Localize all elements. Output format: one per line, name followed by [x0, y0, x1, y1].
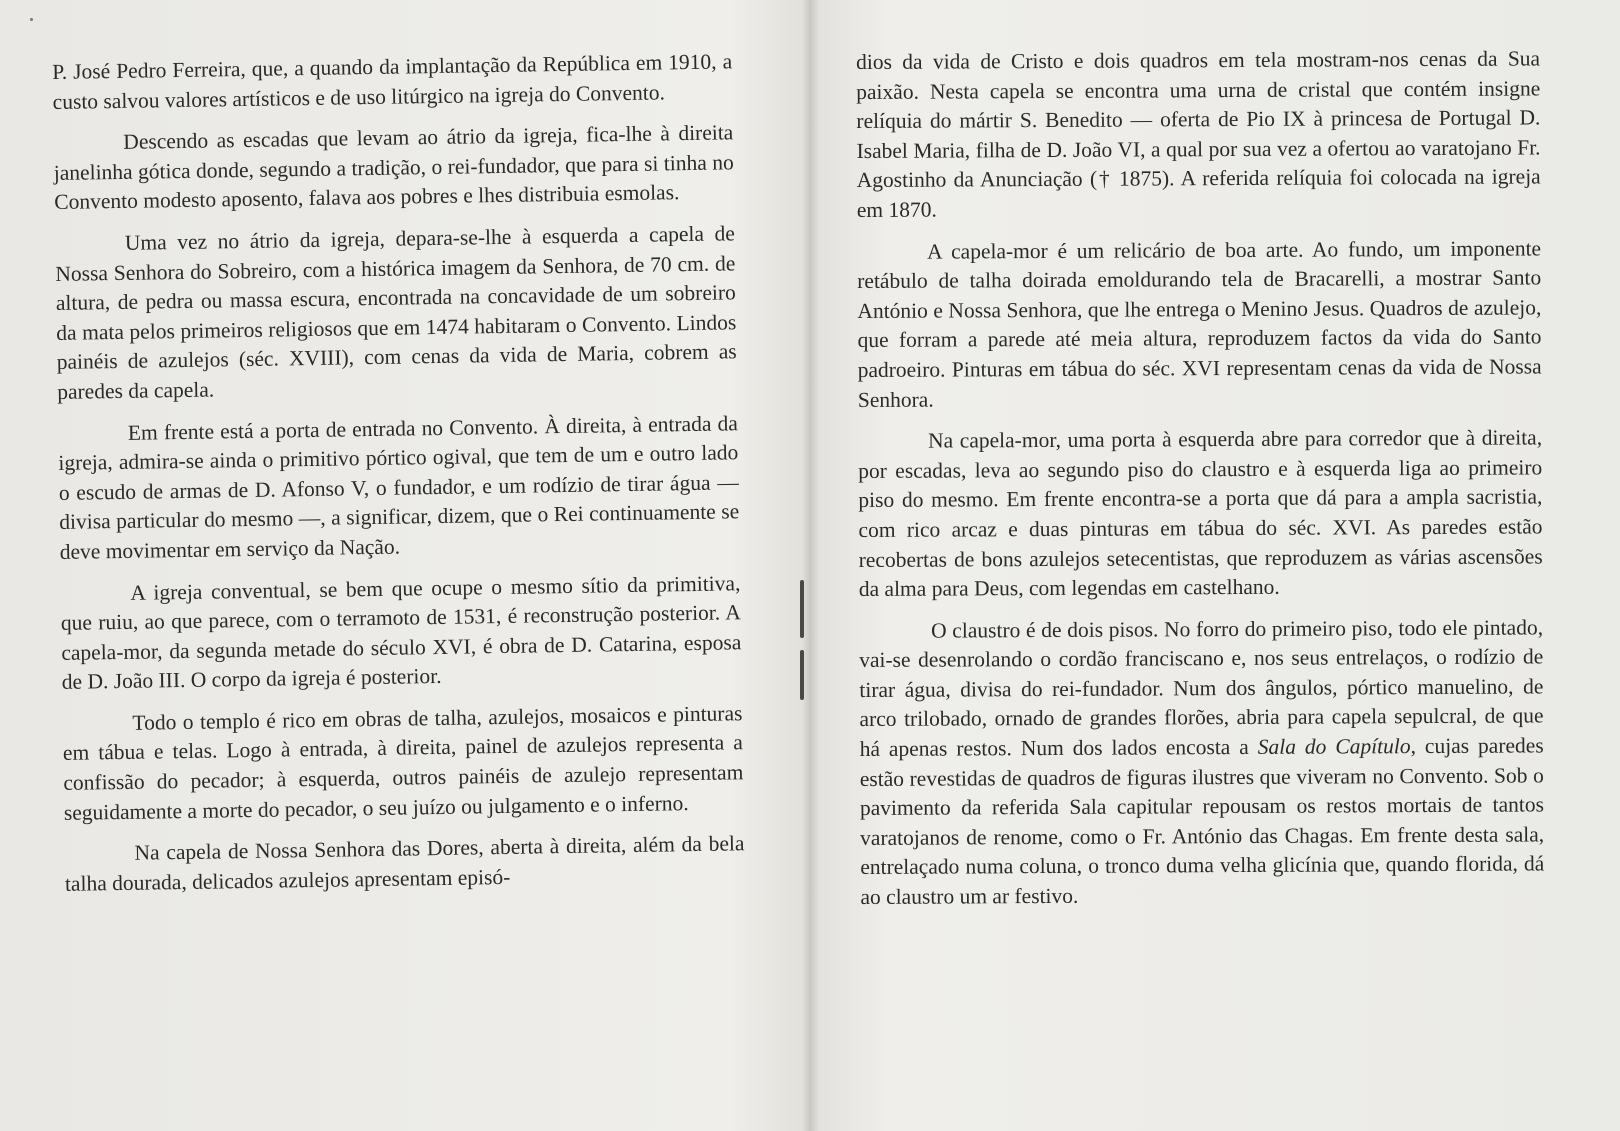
paragraph — [859, 613, 1545, 913]
right-page-text — [856, 44, 1545, 924]
paragraph: A igreja conventual, se bem que ocupe o mesmo sítio da primitiva, que ruiu, ao que parece, com o terramoto de 1531, é reconstrução posterior. A capela-mor, da segunda metade do século XVI, é obra de D. Catarina, esposa de D. João III. O corpo da igreja é posterior. — [60, 570, 742, 695]
paragraph-text: , cujas paredes estão revestidas de quadros de figuras ilustres que viveram no Convento. Sob o pavimento da referida Sala capitular repousam os restos mortais de tantos varatojanos de renome, como o Fr. António das Chagas. Em frente desta sala, entrelaçado numa coluna, o tronco duma velha glicínia que, quando florida, dá ao claustro um ar festivo. — [859, 733, 1545, 910]
paragraph: Na capela de Nossa Senhora das Dores, aberta à direita, além da bela talha dourada, delicados azulejos apresentam episó- — [64, 831, 745, 896]
paper-speck — [30, 18, 33, 21]
left-page — [0, 0, 806, 1131]
paragraph: A capela-mor é um relicário de boa arte. Ao fundo, um imponente retábulo de talha doirada emoldurando tela de Bracarelli, a mostrar Santo António e Nossa Senhora, que lhe entrega o Menino Jesus. Quadros de azulejo, que forram a parede até meia altura, reproduzem factos da vida do Santo padroeiro. Pinturas em tábua do séc. XVI representam cenas da vida de Nossa Senhora. — [857, 235, 1542, 412]
paragraph: Uma vez no átrio da igreja, depara-se-lhe à esquerda a capela de Nossa Senhora do Sobreiro, com a histórica imagem da Senhora, de 70 cm. de altura, de pedra ou massa escura, encontrada na concavidade de um sobreiro da mata pelos primeiros religiosos que em 1474 habitaram o Convento. Lindos painéis de azulejos (séc. XVIII), com cenas da vida de Maria, cobrem as paredes da capela. — [55, 221, 737, 404]
left-page-text — [52, 47, 745, 911]
paragraph-text: O claustro é de dois pisos. No forro do primeiro piso, todo ele pintado, vai-se desenrolando o cordão franciscano e, nos seus entrelaços, o rodízio de tirar água, divisa do rei-fundador. Num dos ângulos, pórtico manuelino, de arco trilobado, ornado de grandes florões, abria para capela sepulcral, de que há apenas restos. Num dos lados encosta a — [859, 615, 1544, 762]
paragraph: dios da vida de Cristo e dois quadros em tela mostram-nos cenas da Sua paixão. Nesta capela se encontra uma urna de cristal que contém insigne relíquia do mártir S. Benedito — oferta de Pio IX à princesa de Portugal D. Isabel Maria, filha de D. João VI, a qual por sua vez a ofertou ao varatojano Fr. Agostinho da Anunciação († 1875). A referida relíquia foi colocada na igreja em 1870. — [856, 46, 1541, 222]
paragraph: Em frente está a porta de entrada no Convento. À direita, à entrada da igreja, admira-se ainda o primitivo pórtico ogival, que tem de um e outro lado o escudo de armas de D. Afonso V, o fundador, e um rodízio de tirar água — divisa particular do mesmo —, a significar, dizem, que o Rei continuamente se deve movimentar em serviço da Nação. — [58, 410, 740, 564]
paragraph: Todo o templo é rico em obras de talha, azulejos, mosaicos e pinturas em tábua e telas. Logo à entrada, à direita, painel de azulejos representa a confissão do pecador; à esquerda, outros painéis de azulejo representam seguidamente a morte do pecador, o seu juízo ou julgamento e o inferno. — [62, 701, 744, 825]
italic-term: Sala do Capítulo — [1257, 734, 1411, 759]
binding-thread-mark — [800, 650, 804, 700]
paragraph: Na capela-mor, uma porta à esquerda abre para corredor que à direita, por escadas, leva ao segundo piso do claustro e à esquerda liga ao primeiro piso do mesmo. Em frente encontra-se a porta que dá para a ampla sacristia, com rico arcaz e duas pinturas em tábua do séc. XVI. As paredes estão recobertas de bons azulejos setecentistas, que reproduzem as várias ascensões da alma para Deus, com legendas em castelhano. — [858, 425, 1543, 602]
paragraph: Descendo as escadas que levam ao átrio da igreja, fica-lhe à direita janelinha gótica donde, segundo a tradição, o rei-fundador, que para si tinha no Convento modesto aposento, falava aos pobres e lhes distribuia esmolas. — [53, 120, 734, 215]
paragraph: P. José Pedro Ferreira, que, a quando da implantação da República em 1910, a custo salvou valores artísticos e de uso litúrgico na igreja do Convento. — [52, 49, 733, 114]
binding-thread-mark — [800, 580, 804, 638]
right-page — [812, 0, 1620, 1131]
